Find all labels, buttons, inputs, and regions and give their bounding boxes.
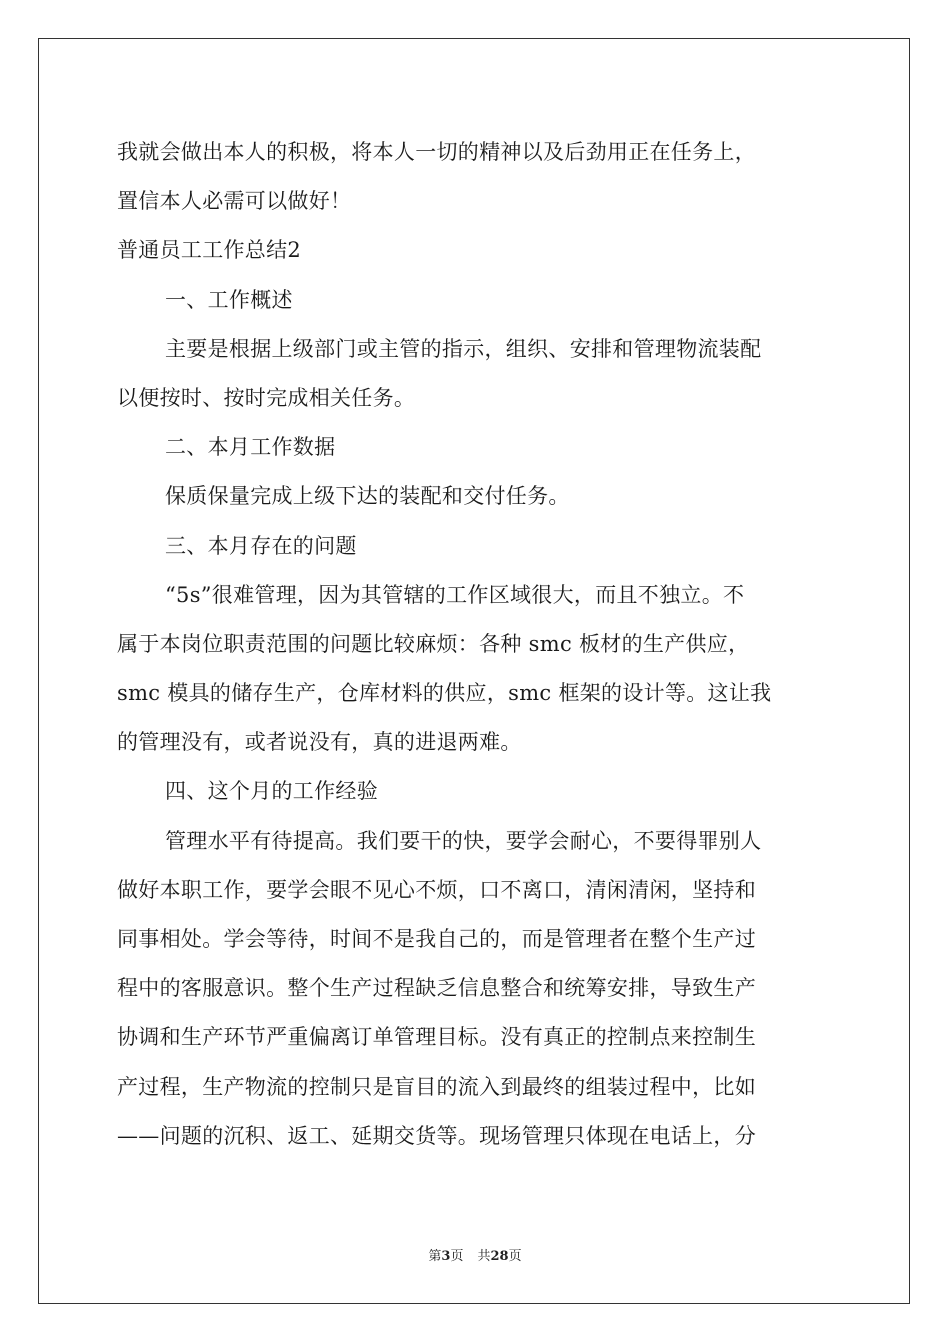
text-line: 一、工作概述 bbox=[165, 287, 293, 312]
text-line: 二、本月工作数据 bbox=[165, 435, 336, 460]
text-line: 属于本岗位职责范围的问题比较麻烦：各种 smc 板材的生产供应， bbox=[117, 631, 750, 656]
text-line: 保质保量完成上级下达的装配和交付任务。 bbox=[165, 484, 570, 509]
text-line: smc 模具的储存生产，仓库材料的供应，smc 框架的设计等。这让我 bbox=[117, 681, 772, 706]
page-footer bbox=[0, 1245, 950, 1264]
page-prefix: 第 bbox=[428, 1249, 442, 1264]
current-page-number: 3 bbox=[441, 1249, 451, 1264]
total-unit: 页 bbox=[508, 1249, 522, 1264]
text-line: 我就会做出本人的积极，将本人一切的精神以及后劲用正在任务上， bbox=[117, 140, 756, 164]
total-page-number: 28 bbox=[490, 1249, 509, 1264]
text-line: 做好本职工作，要学会眼不见心不烦，口不离口，清闲清闲，坚持和 bbox=[117, 877, 756, 902]
document-body bbox=[117, 128, 837, 1161]
text-line: 以便按时、按时完成相关任务。 bbox=[117, 385, 416, 410]
text-line: 普通员工工作总结2 bbox=[117, 238, 302, 263]
text-line: ——问题的沉积、返工、延期交货等。现场管理只体现在电话上，分 bbox=[117, 1123, 756, 1148]
text-line: 产过程，生产物流的控制只是盲目的流入到最终的组装过程中，比如 bbox=[117, 1074, 756, 1099]
text-line: “5s”很难管理，因为其管辖的工作区域很大，而且不独立。不 bbox=[165, 582, 745, 607]
text-line: 三、本月存在的问题 bbox=[165, 533, 357, 558]
text-line: 协调和生产环节严重偏离订单管理目标。没有真正的控制点来控制生 bbox=[117, 1025, 756, 1050]
text-line: 程中的客服意识。整个生产过程缺乏信息整合和统筹安排，导致生产 bbox=[117, 976, 756, 1001]
text-line: 四、这个月的工作经验 bbox=[165, 779, 378, 804]
text-line: 管理水平有待提高。我们要干的快，要学会耐心，不要得罪别人 bbox=[165, 828, 762, 853]
text-line: 同事相处。学会等待，时间不是我自己的，而是管理者在整个生产过 bbox=[117, 927, 756, 951]
text-line: 主要是根据上级部门或主管的指示，组织、安排和管理物流装配 bbox=[165, 336, 762, 361]
text-line: 的管理没有，或者说没有，真的进退两难。 bbox=[117, 730, 522, 755]
page-unit: 页 bbox=[450, 1249, 464, 1264]
text-line: 置信本人必需可以做好！ bbox=[117, 189, 352, 214]
total-prefix: 共 bbox=[477, 1249, 491, 1264]
